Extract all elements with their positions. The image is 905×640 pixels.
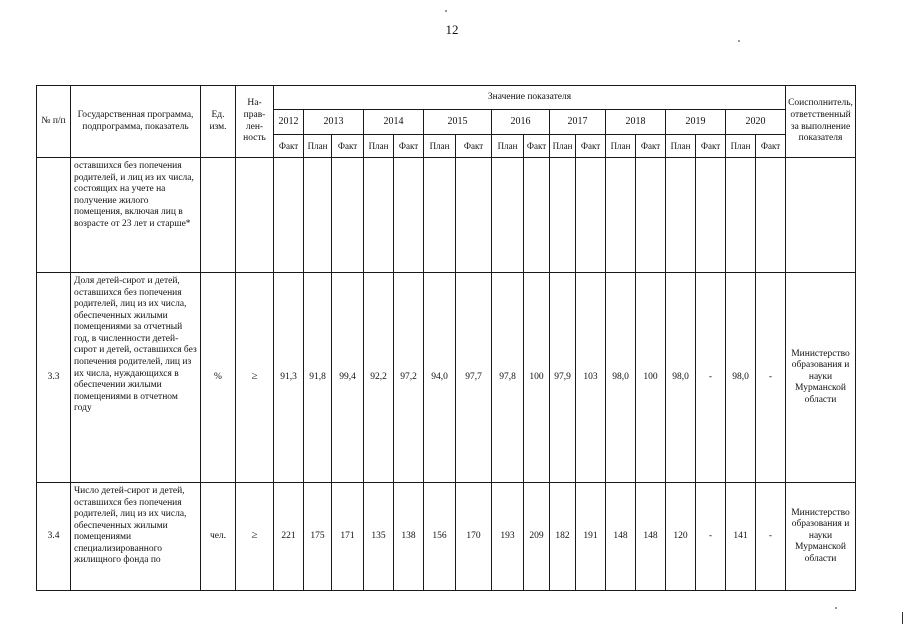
value-cell (636, 158, 666, 273)
row-executor (786, 158, 856, 273)
header-fact: Факт (332, 135, 364, 158)
header-plan: План (726, 135, 756, 158)
value-cell: - (696, 483, 726, 591)
indicator-table (36, 85, 856, 591)
header-fact: Факт (394, 135, 424, 158)
value-cell: 91,3 (274, 273, 304, 483)
value-cell: 175 (304, 483, 332, 591)
value-cell (524, 158, 550, 273)
header-year: 2015 (424, 110, 492, 135)
header-plan: План (424, 135, 456, 158)
value-cell: 120 (666, 483, 696, 591)
header-plan: План (304, 135, 332, 158)
value-cell (696, 158, 726, 273)
value-cell: 99,4 (332, 273, 364, 483)
header-direction: На-прав-лен-ность (236, 86, 274, 158)
row-indicator-text: Доля детей-сирот и детей, оставшихся без попечения родителей, лиц из их числа, обеспеченных жилыми помещениями за отчетный год, в численности детей-сирот и детей, оставшихся без попечения родителей, лиц из их числа, нуждающихся в обеспечении жилыми помещениями в отчетном году (71, 273, 201, 483)
value-cell (364, 158, 394, 273)
header-program: Государственная программа, подпрограмма, показатель (71, 86, 201, 158)
value-cell: 191 (576, 483, 606, 591)
value-cell: - (756, 273, 786, 483)
greater-or-equal-icon: ≥ (251, 529, 258, 542)
greater-or-equal-icon: ≥ (251, 370, 258, 383)
value-cell (394, 158, 424, 273)
value-cell (332, 158, 364, 273)
value-cell: - (696, 273, 726, 483)
value-cell: 221 (274, 483, 304, 591)
row-indicator-text: оставшихся без попечения родителей, и лиц из их числа, состоящих на учете на получение жилого помещения, включая лиц в возрасте от 23 лет и старше* (71, 158, 201, 273)
value-cell (456, 158, 492, 273)
page-number: 12 (445, 22, 459, 37)
row-executor: Министерство образования и науки Мурманской области (786, 483, 856, 591)
value-cell: 170 (456, 483, 492, 591)
value-cell: 156 (424, 483, 456, 591)
header-plan: План (606, 135, 636, 158)
value-cell (492, 158, 524, 273)
value-cell: 97,7 (456, 273, 492, 483)
value-cell: 193 (492, 483, 524, 591)
header-num: № п/п (37, 86, 71, 158)
scan-speck (835, 607, 837, 609)
header-fact: Факт (756, 135, 786, 158)
row-indicator-text: Число детей-сирот и детей, оставшихся без попечения родителей, лиц из их числа, обеспеченных жилыми помещениями специализированного жилищного фонда по (71, 483, 201, 591)
value-cell: 97,8 (492, 273, 524, 483)
scan-speck (738, 40, 740, 42)
value-cell: 97,9 (550, 273, 576, 483)
header-year: 2018 (606, 110, 666, 135)
header-plan: План (492, 135, 524, 158)
row-num: 3.4 (37, 483, 71, 591)
row-num: 3.3 (37, 273, 71, 483)
row-unit (201, 158, 236, 273)
row-unit: чел. (201, 483, 236, 591)
value-cell: 135 (364, 483, 394, 591)
header-year: 2012 (274, 110, 304, 135)
row-executor: Министерство образования и науки Мурманской области (786, 273, 856, 483)
value-cell: 103 (576, 273, 606, 483)
row-unit: % (201, 273, 236, 483)
header-fact: Факт (456, 135, 492, 158)
value-cell: 100 (636, 273, 666, 483)
value-cell (726, 158, 756, 273)
scan-speck (445, 10, 447, 12)
value-cell: 138 (394, 483, 424, 591)
value-cell: 97,2 (394, 273, 424, 483)
value-cell: 91,8 (304, 273, 332, 483)
header-fact: Факт (274, 135, 304, 158)
value-cell (576, 158, 606, 273)
value-cell: 92,2 (364, 273, 394, 483)
header-year: 2013 (304, 110, 364, 135)
header-plan: План (666, 135, 696, 158)
value-cell (550, 158, 576, 273)
scan-edge-mark (902, 612, 903, 624)
header-values-group: Значение показателя (274, 86, 786, 110)
value-cell: 148 (636, 483, 666, 591)
header-year: 2019 (666, 110, 726, 135)
value-cell: 182 (550, 483, 576, 591)
header-fact: Факт (576, 135, 606, 158)
row-direction (236, 158, 274, 273)
value-cell (606, 158, 636, 273)
table-row (37, 273, 856, 483)
header-plan: План (364, 135, 394, 158)
header-executor: Соисполнитель, ответственный за выполнение показателя (786, 86, 856, 158)
value-cell: 171 (332, 483, 364, 591)
header-year: 2014 (364, 110, 424, 135)
header-fact: Факт (696, 135, 726, 158)
value-cell (424, 158, 456, 273)
header-year: 2020 (726, 110, 786, 135)
value-cell (666, 158, 696, 273)
value-cell: - (756, 483, 786, 591)
header-fact: Факт (636, 135, 666, 158)
table-row (37, 483, 856, 591)
header-fact: Факт (524, 135, 550, 158)
table-row (37, 158, 856, 273)
row-num (37, 158, 71, 273)
value-cell: 141 (726, 483, 756, 591)
row-direction (236, 273, 274, 483)
row-direction (236, 483, 274, 591)
value-cell: 98,0 (606, 273, 636, 483)
value-cell (304, 158, 332, 273)
header-unit: Ед. изм. (201, 86, 236, 158)
value-cell: 94,0 (424, 273, 456, 483)
value-cell (756, 158, 786, 273)
value-cell: 148 (606, 483, 636, 591)
header-year: 2017 (550, 110, 606, 135)
value-cell: 98,0 (666, 273, 696, 483)
value-cell: 100 (524, 273, 550, 483)
value-cell (274, 158, 304, 273)
value-cell: 98,0 (726, 273, 756, 483)
value-cell: 209 (524, 483, 550, 591)
header-plan: План (550, 135, 576, 158)
header-year: 2016 (492, 110, 550, 135)
